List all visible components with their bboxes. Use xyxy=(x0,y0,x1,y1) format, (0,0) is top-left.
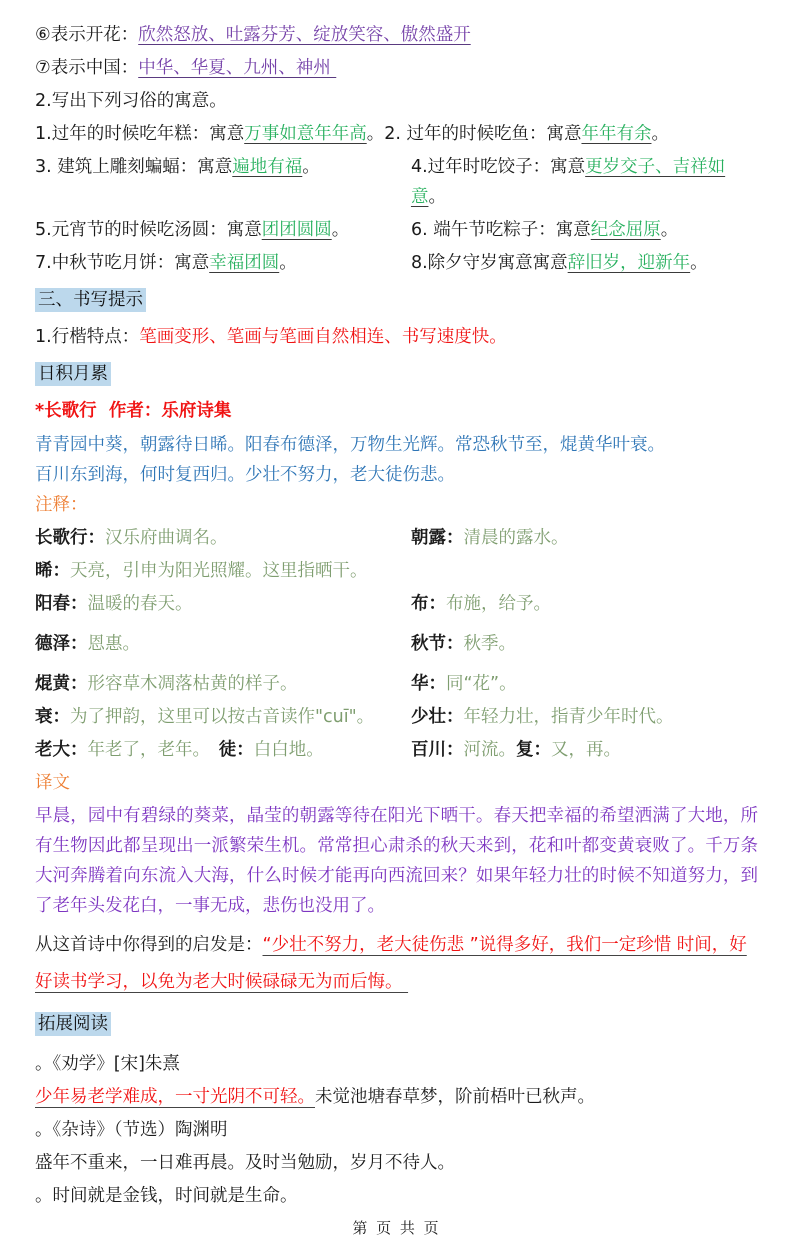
text-segment: 年老了，老年。 xyxy=(87,740,202,760)
text-segment: 形容草木凋落枯黄的样子。 xyxy=(87,674,298,694)
text-segment: 。 xyxy=(279,253,297,273)
text-segment: ⑥表示开花： xyxy=(35,25,139,45)
text-segment: 6. 端午节吃粽子：寓意 xyxy=(410,220,591,240)
poem-line-2 xyxy=(35,460,758,490)
annotation-row-7-col2 xyxy=(411,735,758,765)
quanxue-verse xyxy=(35,1082,758,1112)
annotation-row-1-col2 xyxy=(411,523,758,553)
text-segment: 同“花”。 xyxy=(445,674,517,694)
custom-5-6-col2 xyxy=(411,215,758,245)
text-segment: 。《劝学》[宋]朱熹 xyxy=(35,1054,180,1074)
text-segment: 5.元宵节的时候吃汤圆：寓意 xyxy=(35,220,262,240)
text-segment: 汉乐府曲调名。 xyxy=(105,528,228,548)
annotation-row-6 xyxy=(35,702,758,732)
text-segment: 衰： xyxy=(35,707,70,727)
text-segment: 。 xyxy=(660,220,679,240)
annotation-row-1-col1 xyxy=(35,523,411,553)
idiom-line-china xyxy=(35,53,758,83)
annotation-row-5 xyxy=(35,669,758,699)
text-segment: 华： xyxy=(410,674,446,694)
text-segment xyxy=(201,740,219,760)
annotation-row-5-col1 xyxy=(35,669,411,699)
text-segment: 三、书写提示 xyxy=(35,288,146,312)
text-segment: 百川： xyxy=(410,740,464,760)
section-heading-writing xyxy=(35,285,758,315)
text-segment: 更岁交子、吉祥如意 xyxy=(410,157,726,207)
poem-line-1 xyxy=(35,430,758,460)
text-segment: 盛年不重来，一日难再晨。及时当勉励，岁月不待人。 xyxy=(35,1153,455,1173)
text-segment: 。《杂诗》（节选）陶渊明 xyxy=(35,1120,228,1140)
text-segment: 老大： xyxy=(35,740,88,760)
custom-1-2 xyxy=(35,119,758,149)
text-segment: 辞旧岁，迎新年 xyxy=(567,253,691,273)
annotation-row-1 xyxy=(35,523,758,553)
annotation-row-6-col1 xyxy=(35,702,411,732)
text-segment: 恩惠。 xyxy=(87,634,140,654)
text-segment: 秋季。 xyxy=(463,634,516,654)
annotation-row-4-col1 xyxy=(35,629,411,659)
text-segment: 朝露： xyxy=(410,528,464,548)
text-segment: 年年有余 xyxy=(581,124,652,144)
text-segment: 遍地有福 xyxy=(232,157,303,177)
custom-5-6 xyxy=(35,215,758,245)
custom-3-4 xyxy=(35,152,758,212)
annotation-row-3-col1 xyxy=(35,589,411,619)
text-segment: 。 xyxy=(331,220,350,240)
annotation-row-3 xyxy=(35,589,758,619)
custom-3-4-col2 xyxy=(411,152,758,212)
text-segment: 未觉池塘春草梦，阶前梧叶已秋声。 xyxy=(315,1087,595,1107)
text-segment: 布施，给予。 xyxy=(445,594,551,614)
text-segment: 3. 建筑上雕刻蝙蝠：寓意 xyxy=(35,157,233,177)
text-segment: 拓展阅读 xyxy=(35,1012,111,1036)
text-segment: 。 xyxy=(302,157,320,177)
text-segment: 又，再。 xyxy=(550,740,621,760)
translation-label xyxy=(35,768,758,798)
text-segment: 欣然怒放、吐露芬芳、绽放笑容、傲然盛开 xyxy=(138,25,471,45)
text-segment: 万事如意年年高 xyxy=(244,124,367,144)
text-segment: 百川东到海，何时复西归。少壮不努力，老大徒伤悲。 xyxy=(35,465,455,485)
idiom-line-bloom xyxy=(35,20,758,50)
custom-7-8-col2 xyxy=(411,248,758,278)
annotation-row-5-col2 xyxy=(411,669,758,699)
annotation-row-2 xyxy=(35,556,758,586)
text-segment: 。时间就是金钱，时间就是生命。 xyxy=(35,1186,298,1206)
text-segment: 晞： xyxy=(35,561,70,581)
section-heading-extended-reading xyxy=(35,1009,758,1039)
text-segment: 日积月累 xyxy=(35,362,111,386)
text-segment: 7.中秋节吃月饼：寓意 xyxy=(35,253,210,273)
page-footer: 第 页 共 页 xyxy=(352,1219,441,1237)
annotation-row-4-col2 xyxy=(411,629,758,659)
annotation-row-4 xyxy=(35,629,758,659)
annotation-row-7 xyxy=(35,735,758,765)
annotation-row-6-col2 xyxy=(411,702,758,732)
text-segment: 4.过年时吃饺子：寓意 xyxy=(410,157,586,177)
text-segment: 清晨的露水。 xyxy=(463,528,569,548)
annotations-label xyxy=(35,490,758,520)
writing-tip xyxy=(35,322,758,352)
text-segment: 白白地。 xyxy=(253,740,324,760)
text-segment: 青青园中葵，朝露待日晞。阳春布德泽，万物生光辉。常恐秋节至，焜黄华叶衰。 xyxy=(35,435,665,455)
text-segment: 2.写出下列习俗的寓意。 xyxy=(35,91,227,111)
text-segment: 中华、华夏、九州、神州 xyxy=(138,58,337,78)
text-segment: 笔画变形、笔画与笔画自然相连、书写速度快。 xyxy=(139,327,507,347)
custom-3-4-col1 xyxy=(35,152,411,212)
translation-paragraph xyxy=(35,801,758,921)
text-segment: 阳春： xyxy=(35,594,88,614)
text-segment: 秋节： xyxy=(410,634,464,654)
poem-title xyxy=(35,396,758,426)
time-saying xyxy=(35,1181,758,1211)
text-segment: 1.行楷特点： xyxy=(35,327,140,347)
text-segment: 。 xyxy=(428,187,446,207)
text-segment: 。 xyxy=(651,124,669,144)
text-segment: 温暖的春天。 xyxy=(87,594,193,614)
section-heading-accumulation xyxy=(35,359,758,389)
text-segment: 1.过年的时候吃年糕：寓意 xyxy=(35,124,245,144)
customs-question xyxy=(35,86,758,116)
text-segment: 年轻力壮，指青少年时代。 xyxy=(463,707,674,727)
text-segment: 从这首诗中你得到的启发是： xyxy=(35,935,263,955)
text-segment: 为了押韵，这里可以按古音读作"cuī"。 xyxy=(70,707,375,727)
text-segment: *长歌行 作者：乐府诗集 xyxy=(35,401,232,421)
annotation-row-3-col2 xyxy=(411,589,758,619)
zashi-verse xyxy=(35,1148,758,1178)
text-segment: “少壮不努力，老大徒伤悲 ”说得多好，我们一定珍惜 时间，好好读书学习，以免为老大时候碌碌无为而后悔。 xyxy=(35,935,747,992)
text-segment: 注释： xyxy=(35,495,88,515)
zashi-title xyxy=(35,1115,758,1145)
text-segment: ⑦表示中国： xyxy=(35,58,139,78)
text-segment: 德泽： xyxy=(35,634,88,654)
text-segment: 少年易老学难成，一寸光阴不可轻。 xyxy=(35,1087,315,1107)
text-segment: 纪念屈原 xyxy=(590,220,661,240)
text-segment: 早晨，园中有碧绿的葵菜，晶莹的朝露等待在阳光下晒干。春天把幸福的希望洒满了大地，所有生物因此都呈现出一派繁荣生机。常常担心肃杀的秋天来到，花和叶都变黄衰败了。千万条大河奔腾着向东流入大海，什么时候才能再向西流回来？如果年轻力壮的时候不知道努力，到了老年头发花白，一事无成，悲伤也没用了。 xyxy=(35,806,758,916)
custom-7-8-col1 xyxy=(35,248,411,278)
text-segment: 团团圆圆 xyxy=(261,220,332,240)
text-segment: 少壮： xyxy=(410,707,464,727)
inspiration-paragraph xyxy=(35,927,758,1001)
text-segment: 译文 xyxy=(35,773,70,793)
custom-5-6-col1 xyxy=(35,215,411,245)
text-segment: 8.除夕守岁寓意寓意 xyxy=(410,253,568,273)
text-segment: 焜黄： xyxy=(35,674,88,694)
text-segment: 幸福团圆 xyxy=(209,253,280,273)
text-segment: 布： xyxy=(410,594,446,614)
text-segment: 。2. 过年的时候吃鱼：寓意 xyxy=(366,124,582,144)
text-segment: 长歌行： xyxy=(35,528,105,548)
text-segment: 复： xyxy=(515,740,551,760)
text-segment: 天亮，引申为阳光照耀。这里指晒干。 xyxy=(70,561,368,581)
quanxue-title xyxy=(35,1049,758,1079)
text-segment: 徒： xyxy=(218,740,254,760)
text-segment: 。 xyxy=(690,253,708,273)
custom-7-8 xyxy=(35,248,758,278)
annotation-row-7-col1 xyxy=(35,735,411,765)
text-segment: 河流。 xyxy=(463,740,516,760)
